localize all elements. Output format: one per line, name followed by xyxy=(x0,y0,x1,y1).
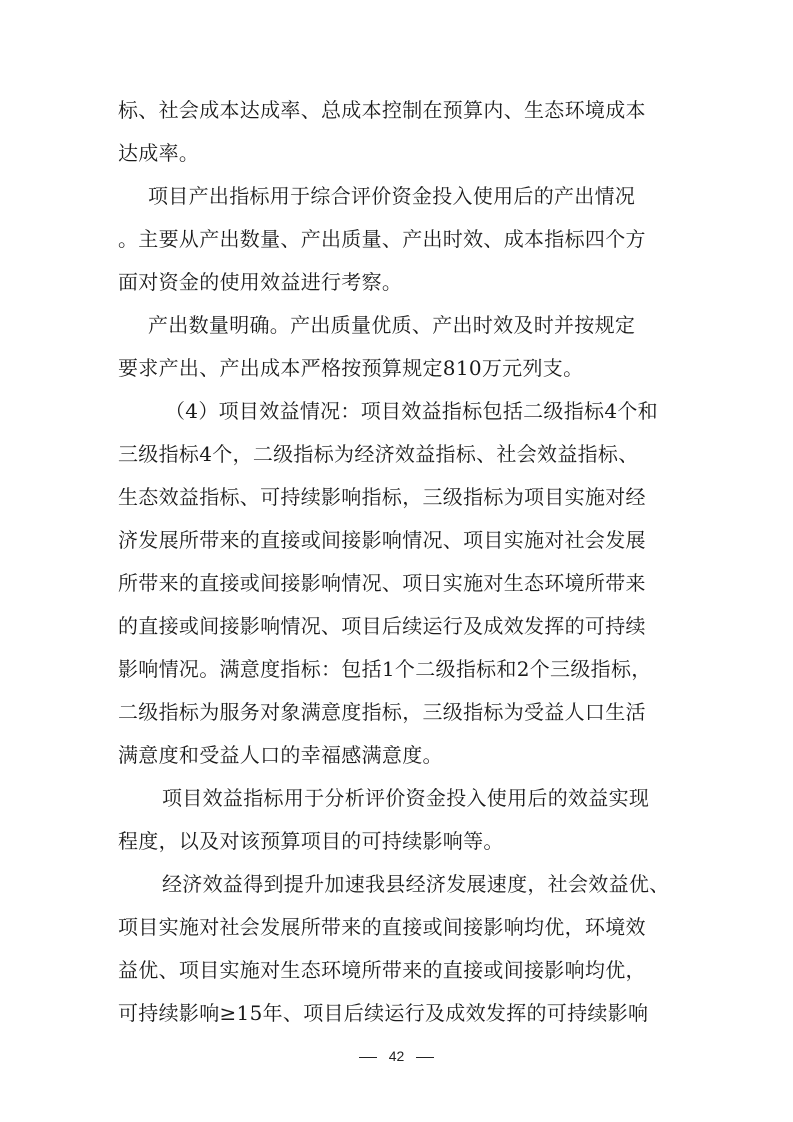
text-line-3: 项目产出指标用于综合评价资金投入使用后的产出情况 xyxy=(148,184,636,208)
text-line-10: 生态效益指标、可持续影响指标，三级指标为项目实施对经 xyxy=(118,485,646,509)
footer-dash-left xyxy=(359,1057,377,1058)
text-line-20: 项目实施对社会发展所带来的直接或间接影响均优，环境效 xyxy=(118,915,646,939)
text-line-5: 面对资金的使用效益进行考察。 xyxy=(118,270,403,294)
page-footer xyxy=(0,1046,793,1066)
text-line-12: 所带来的直接或间接影响情况、项日实施对生态环境所带来 xyxy=(118,571,646,595)
text-line-7: 要求产出、产出成本严格按预算规定810万元列支。 xyxy=(118,356,584,380)
text-line-17: 项目效益指标用于分析评价资金投入使用后的效益实现 xyxy=(162,786,650,810)
text-line-15: 二级指标为服务对象满意度指标，三级指标为受益人口生活 xyxy=(118,700,646,724)
text-line-19: 经济效益得到提升加速我县经济发展速度，社会效益优、 xyxy=(162,872,670,896)
text-line-6: 产出数量明确。产出质量优质、产出时效及时并按规定 xyxy=(148,313,636,337)
text-line-13: 的直接或间接影响情况、项目后续运行及成效发挥的可持续 xyxy=(118,614,646,638)
text-line-14: 影响情况。满意度指标：包括1个二级指标和2个三级指标， xyxy=(118,657,652,681)
text-line-11: 济发展所带来的直接或间接影响情况、项目实施对社会发展 xyxy=(118,528,646,552)
text-line-2: 达成率。 xyxy=(118,141,200,165)
text-line-16: 满意度和受益人口的幸福感满意度。 xyxy=(118,743,443,767)
page-number: 42 xyxy=(388,1048,405,1064)
text-line-9: 三级指标4个，二级指标为经济效益指标、社会效益指标、 xyxy=(118,442,639,466)
text-line-1: 标、社会成本达成率、总成本控制在预算内、生态环境成本 xyxy=(118,98,646,122)
text-line-4: 。主要从产出数量、产出质量、产出时效、成本指标四个方 xyxy=(118,227,646,251)
text-line-22: 可持续影响≥15年、项目后续运行及成效发挥的可持续影响 xyxy=(118,1001,649,1025)
text-line-21: 益优、项目实施对生态环境所带来的直接或间接影响均优， xyxy=(118,958,646,982)
footer-dash-right xyxy=(416,1057,434,1058)
text-line-18: 程度，以及对该预算项目的可持续影响等。 xyxy=(118,829,504,853)
text-line-8: （4）项目效益情况：项目效益指标包括二级指标4个和 xyxy=(165,399,658,423)
